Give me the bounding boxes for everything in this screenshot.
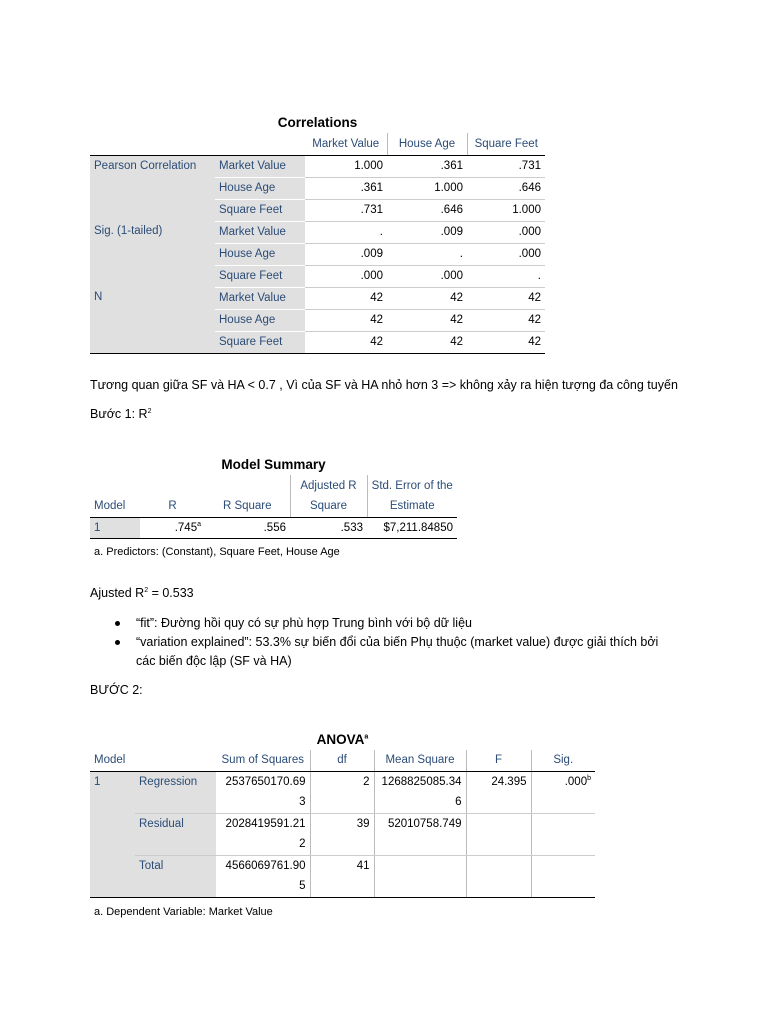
row-label: Residual xyxy=(135,813,216,855)
table-cell: 52010758.749 xyxy=(374,813,466,834)
table-cell xyxy=(531,855,595,897)
anova-header-row xyxy=(90,750,595,771)
adjusted-pre: Ajusted R xyxy=(90,586,145,600)
table-cell xyxy=(374,855,466,897)
r-value: .745 xyxy=(174,521,198,534)
table-cell xyxy=(531,813,595,855)
bullet-icon xyxy=(115,640,120,645)
column-header: Model xyxy=(90,750,135,771)
table-cell: 3 xyxy=(216,792,310,813)
table-cell: .000 xyxy=(467,221,545,243)
correlations-title: Correlations xyxy=(277,115,358,130)
list-item xyxy=(90,614,680,633)
table-row xyxy=(90,155,545,177)
table-cell xyxy=(374,834,466,855)
column-header: Market Value xyxy=(305,133,387,155)
row-label: Square Feet xyxy=(215,265,305,287)
table-cell: .361 xyxy=(305,177,387,199)
table-cell: 2537650170.69 xyxy=(225,775,306,788)
column-header: Mean Square xyxy=(374,750,466,771)
row-label: Square Feet xyxy=(215,331,305,353)
table-cell: .533 xyxy=(290,517,367,538)
column-header: R Square xyxy=(205,496,290,517)
bullet-icon xyxy=(115,621,120,626)
table-cell: .361 xyxy=(387,155,467,177)
table-row xyxy=(90,287,545,309)
list-item-text: “variation explained”: 53.3% sự biến đổi của biến Phụ thuộc (market value) được giải thích bởi các biến độc lập (SF và HA) xyxy=(136,635,659,668)
column-header: House Age xyxy=(387,133,467,155)
step1-superscript: 2 xyxy=(147,407,152,415)
table-cell: 39 xyxy=(310,813,374,855)
row-label: Market Value xyxy=(215,287,305,309)
correlations-header-row xyxy=(90,133,545,155)
table-cell: 42 xyxy=(467,309,545,331)
table-cell: 2028419591.21 xyxy=(225,817,306,830)
table-cell: 42 xyxy=(387,309,467,331)
collinearity-note: Tương quan giữa SF và HA < 0.7 , Vì của SF và HA nhỏ hơn 3 => không xảy ra hiện tượng đa công tuyến xyxy=(90,378,678,392)
column-header: Estimate xyxy=(367,496,457,517)
model-summary-title: Model Summary xyxy=(221,457,326,472)
table-cell: .556 xyxy=(205,517,290,538)
column-header: Square Feet xyxy=(467,133,545,155)
row-label: Market Value xyxy=(215,155,305,177)
table-cell: .009 xyxy=(305,243,387,265)
table-cell xyxy=(140,517,205,538)
table-cell: 4566069761.90 xyxy=(225,859,306,872)
column-header: Sum of Squares xyxy=(216,750,310,771)
list-item-text: “fit”: Đường hồi quy có sự phù hợp Trung bình với bộ dữ liệu xyxy=(136,616,472,630)
model-number: 1 xyxy=(90,517,140,538)
column-header: R xyxy=(140,496,205,517)
step1-heading xyxy=(90,407,151,421)
table-cell: .646 xyxy=(387,199,467,221)
table-cell: 1268825085.34 xyxy=(374,771,466,792)
correlations-table xyxy=(90,115,545,354)
table-cell: .731 xyxy=(305,199,387,221)
anova-title-mark: a xyxy=(364,733,369,741)
table-cell: 42 xyxy=(305,287,387,309)
table-row xyxy=(90,855,595,876)
table-cell: . xyxy=(467,265,545,287)
column-header: df xyxy=(310,750,374,771)
anova-title-wrap xyxy=(90,732,595,750)
adjusted-superscript: 2 xyxy=(144,586,149,594)
row-label: House Age xyxy=(215,177,305,199)
anova-table xyxy=(90,732,595,898)
sig-value: .000 xyxy=(564,775,588,788)
table-cell: 2 xyxy=(216,834,310,855)
table-cell: 42 xyxy=(387,287,467,309)
column-header: Model xyxy=(90,496,140,517)
r-footnote-mark: a xyxy=(197,520,201,528)
table-cell: 24.395 xyxy=(466,771,531,813)
table-cell: .000 xyxy=(467,243,545,265)
table-cell: 42 xyxy=(467,331,545,353)
table-cell: $7,211.84850 xyxy=(367,517,457,538)
step2-heading: BƯỚC 2: xyxy=(90,683,143,697)
row-label: Regression xyxy=(135,771,216,813)
column-header: Std. Error of the xyxy=(371,479,453,492)
table-row xyxy=(90,221,545,243)
summary-header-row-1 xyxy=(90,475,457,496)
table-cell: 42 xyxy=(467,287,545,309)
group-label: Sig. (1-tailed) xyxy=(90,221,215,287)
table-cell: 2 xyxy=(310,771,374,813)
model-summary-footnote: a. Predictors: (Constant), Square Feet, House Age xyxy=(94,546,340,558)
table-cell: 5 xyxy=(216,876,310,897)
table-cell: 1.000 xyxy=(467,199,545,221)
table-cell xyxy=(466,813,531,855)
column-header: Square xyxy=(290,496,367,517)
interpretation-list xyxy=(90,614,680,671)
adjusted-post: = 0.533 xyxy=(148,586,194,600)
table-cell: 6 xyxy=(374,792,466,813)
table-cell: 1.000 xyxy=(387,177,467,199)
anova-footnote: a. Dependent Variable: Market Value xyxy=(94,906,273,918)
table-row xyxy=(90,517,457,538)
table-cell: 42 xyxy=(305,309,387,331)
table-cell xyxy=(531,771,595,813)
adjusted-r2-line xyxy=(90,586,194,600)
anova-title: ANOVA xyxy=(316,732,365,747)
table-cell: .000 xyxy=(305,265,387,287)
table-cell: 42 xyxy=(305,331,387,353)
row-label: House Age xyxy=(215,309,305,331)
row-label: House Age xyxy=(215,243,305,265)
table-cell: .009 xyxy=(387,221,467,243)
column-header: Adjusted R xyxy=(290,475,367,496)
table-cell: .731 xyxy=(467,155,545,177)
row-label: Total xyxy=(135,855,216,897)
model-number: 1 xyxy=(90,771,135,897)
summary-header-row-2 xyxy=(90,496,457,517)
list-item xyxy=(90,633,680,671)
table-cell: 41 xyxy=(310,855,374,897)
table-row xyxy=(90,813,595,834)
table-cell xyxy=(466,855,531,897)
table-cell: .646 xyxy=(467,177,545,199)
table-cell: 1.000 xyxy=(305,155,387,177)
model-summary-table xyxy=(90,457,457,539)
group-label: Pearson Correlation xyxy=(90,155,215,221)
table-row xyxy=(90,771,595,792)
table-cell: . xyxy=(387,243,467,265)
table-cell: 42 xyxy=(387,331,467,353)
row-label: Market Value xyxy=(215,221,305,243)
column-header: Sig. xyxy=(531,750,595,771)
table-cell: . xyxy=(305,221,387,243)
step1-text: Bước 1: R xyxy=(90,407,148,421)
row-label: Square Feet xyxy=(215,199,305,221)
group-label: N xyxy=(90,287,215,353)
table-cell: .000 xyxy=(387,265,467,287)
sig-footnote-mark: b xyxy=(587,774,591,782)
column-header: F xyxy=(466,750,531,771)
